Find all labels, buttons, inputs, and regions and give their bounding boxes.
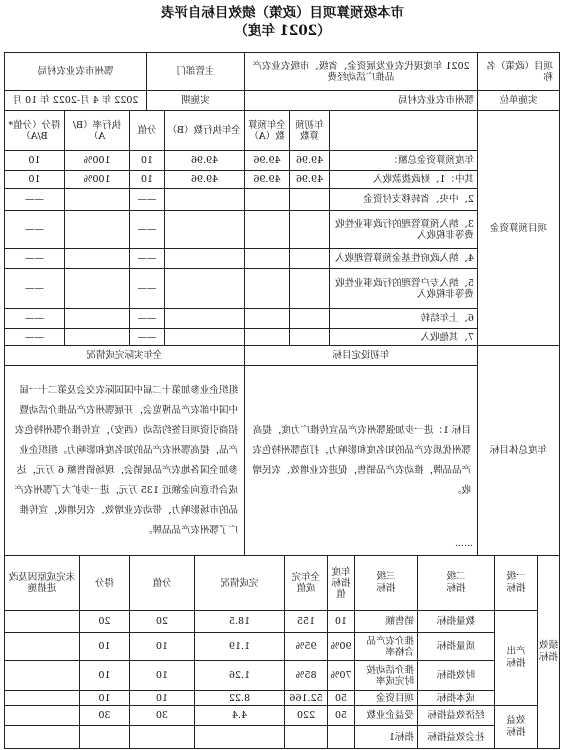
header-level3-text: 三级指标 bbox=[376, 571, 396, 594]
budget-row bbox=[5, 309, 560, 329]
level2-cell: 成本指标 bbox=[418, 691, 495, 706]
indicators-group-label bbox=[538, 556, 560, 749]
completion-cell: 4.4 bbox=[195, 706, 285, 726]
goals-content-row bbox=[5, 366, 560, 556]
score-cell: 30 bbox=[80, 706, 130, 726]
indicator-row bbox=[5, 726, 560, 749]
period-label: 实施期 bbox=[147, 91, 245, 111]
budget-row-label: 3、纳入预算管理的行政事业性收费等非税收入 bbox=[330, 211, 478, 249]
annual-budget-cell bbox=[245, 189, 290, 211]
budget-row-label: 5、纳入专户管理的行政事业性收费等非税收入 bbox=[330, 269, 478, 309]
indicator-row bbox=[5, 661, 560, 691]
indicator-row bbox=[5, 611, 560, 633]
budget-row bbox=[5, 329, 560, 346]
indicator-row bbox=[5, 706, 560, 726]
completion-cell: 18.5 bbox=[195, 611, 285, 633]
header-level2-text: 二级指标 bbox=[446, 571, 466, 594]
header-initial-budget: 年初预算数 bbox=[290, 111, 330, 151]
level1-output-text: 产出指标 bbox=[506, 646, 526, 669]
level3-cell: 指标1 bbox=[355, 726, 418, 749]
level2-cell: 质量指标 bbox=[418, 633, 495, 661]
annual-execution-cell bbox=[165, 269, 245, 309]
execution-rate-cell: 100% bbox=[65, 171, 130, 189]
score-cell: —— bbox=[5, 189, 65, 211]
budget-row-label: 7、其他收入 bbox=[330, 329, 478, 346]
actual-cell: 52.166 bbox=[285, 691, 328, 706]
score-cell: —— bbox=[5, 269, 65, 309]
header-level2 bbox=[418, 556, 495, 611]
weight-cell: —— bbox=[130, 329, 165, 346]
budget-row bbox=[5, 269, 560, 309]
level2-cell: 时效指标 bbox=[418, 661, 495, 691]
level3-cell: 推介农产品合格率 bbox=[355, 633, 418, 661]
weight-cell: 10 bbox=[130, 633, 195, 661]
actual-cell: 155 bbox=[285, 611, 328, 633]
budget-row bbox=[5, 171, 560, 189]
period-value: 2022 年 4 月-2022 年 10 月 bbox=[5, 91, 147, 111]
header-target-value: 年度指标值 bbox=[328, 556, 355, 611]
initial-budget-cell bbox=[290, 211, 330, 249]
weight-cell: —— bbox=[130, 309, 165, 329]
dept-label: 主管部门 bbox=[147, 53, 245, 91]
completion-cell: 8.22 bbox=[195, 691, 285, 706]
header-annual-execution: 全年执行数（B） bbox=[165, 111, 245, 151]
indicator-row bbox=[5, 633, 560, 661]
level2-cell: 社会效益指标 bbox=[418, 726, 495, 749]
indicators-table bbox=[4, 555, 560, 749]
budget-row-label: 4、纳入政府性基金预算管理收入 bbox=[330, 249, 478, 269]
reason-cell bbox=[5, 661, 80, 691]
header-execution-rate: 执行率（B/A） bbox=[65, 111, 130, 151]
goals-table bbox=[4, 345, 560, 556]
unit-value: 鄂州市农业农村局 bbox=[245, 91, 478, 111]
annual-execution-cell bbox=[165, 189, 245, 211]
budget-table bbox=[4, 110, 560, 346]
target-cell: 70% bbox=[328, 661, 355, 691]
weight-cell: 10 bbox=[130, 661, 195, 691]
header-score: 得分（分值*B/A） bbox=[5, 111, 65, 151]
weight-cell: —— bbox=[130, 249, 165, 269]
budget-header-row bbox=[5, 111, 560, 151]
score-cell: —— bbox=[5, 249, 65, 269]
reason-cell bbox=[5, 611, 80, 633]
header-weight: 分值 bbox=[130, 111, 165, 151]
reason-cell bbox=[5, 726, 80, 749]
weight-cell: 10 bbox=[130, 151, 165, 171]
completion-cell bbox=[195, 726, 285, 749]
header-annual-budget: 全年预算数（A） bbox=[245, 111, 290, 151]
project-info-table bbox=[4, 52, 560, 111]
header-reason: 未完成原因及改进措施 bbox=[5, 556, 80, 611]
execution-rate-cell bbox=[65, 189, 130, 211]
goals-group-label: 年度总体目标 bbox=[478, 346, 560, 556]
completion-cell: 1.19 bbox=[195, 633, 285, 661]
actual-cell: 220 bbox=[285, 706, 328, 726]
annual-execution-cell: 49.96 bbox=[165, 151, 245, 171]
reason-cell bbox=[5, 633, 80, 661]
completion-cell: 1.26 bbox=[195, 661, 285, 691]
annual-budget-cell bbox=[245, 309, 290, 329]
reason-cell bbox=[5, 691, 80, 706]
initial-budget-cell bbox=[290, 309, 330, 329]
initial-budget-cell: 49.96 bbox=[290, 151, 330, 171]
indicators-header-row bbox=[5, 556, 560, 611]
initial-budget-cell bbox=[290, 249, 330, 269]
budget-row-label: 6、上年结转 bbox=[330, 309, 478, 329]
weight-cell: —— bbox=[130, 189, 165, 211]
header-score: 得分 bbox=[80, 556, 130, 611]
target-cell: 90% bbox=[328, 633, 355, 661]
level3-cell: 销售额 bbox=[355, 611, 418, 633]
header-level3 bbox=[355, 556, 418, 611]
level3-cell: 项目资金 bbox=[355, 691, 418, 706]
annual-budget-cell bbox=[245, 211, 290, 249]
weight-cell: 10 bbox=[130, 691, 195, 706]
indicator-row bbox=[5, 691, 560, 706]
indicators-group-text: 绩效指标 bbox=[539, 640, 559, 663]
weight-cell: 10 bbox=[130, 171, 165, 189]
annual-execution-cell: 49.96 bbox=[165, 171, 245, 189]
budget-row-label: 其中：1、财政拨款收入 bbox=[330, 171, 478, 189]
annual-budget-cell: 49.96 bbox=[245, 171, 290, 189]
execution-rate-cell bbox=[65, 269, 130, 309]
execution-rate-cell bbox=[65, 329, 130, 346]
page-subtitle: （2021 年度） bbox=[234, 23, 331, 39]
header-weight: 分值 bbox=[130, 556, 195, 611]
project-row bbox=[5, 53, 560, 91]
weight-cell bbox=[130, 726, 195, 749]
weight-cell: 20 bbox=[130, 611, 195, 633]
planned-goal-text: 目标 1：进一步加强鄂州农产品宣传推广力度，提高鄂州优质农产品的知名度和影响力，打造鄂州特色农产品品牌，推动农产品销售，促进农业增效、农民增收。 bbox=[245, 366, 478, 556]
actual-cell: 85% bbox=[285, 661, 328, 691]
actual-result-header: 全年实际完成情况 bbox=[5, 346, 245, 366]
execution-rate-cell bbox=[65, 249, 130, 269]
initial-budget-cell bbox=[290, 189, 330, 211]
page-title: 市本级预算项目（政策）绩效目标自评表 bbox=[161, 5, 404, 21]
initial-budget-cell: 49.96 bbox=[290, 171, 330, 189]
annual-budget-cell bbox=[245, 269, 290, 309]
target-cell: 50 bbox=[328, 706, 355, 726]
score-cell: —— bbox=[5, 309, 65, 329]
annual-execution-cell bbox=[165, 309, 245, 329]
score-cell: 10 bbox=[5, 171, 65, 189]
annual-execution-cell bbox=[165, 211, 245, 249]
budget-row bbox=[5, 249, 560, 269]
score-cell: 10 bbox=[80, 633, 130, 661]
execution-rate-cell: 100% bbox=[65, 151, 130, 171]
actual-cell: 95% bbox=[285, 633, 328, 661]
unit-row bbox=[5, 91, 560, 111]
initial-budget-cell bbox=[290, 329, 330, 346]
level3-cell: 受益企业数 bbox=[355, 706, 418, 726]
actual-result-text: 组织企业参加第十二届中国国际农交会及第二十一届中国中部农产品博览会，开展鄂州农产品推介活动暨招商引资项目签约活动（西安），宣传推介鄂州特色农产品，提高鄂州农产品的知名度和影响力。组织企业参加全国各地农产品展销会，现场销售额 6 万元，达成合作意向金额近 135 万元，进一步扩大了鄂州农产品的市场影响力，带动农业增效、农民增收，宣传推广了鄂州农产品品牌。 bbox=[5, 366, 245, 556]
annual-execution-cell bbox=[165, 329, 245, 346]
dept-value: 鄂州市农业农村局 bbox=[5, 53, 147, 91]
level1-output bbox=[495, 611, 538, 706]
weight-cell: 30 bbox=[130, 706, 195, 726]
budget-row bbox=[5, 151, 560, 171]
annual-execution-cell bbox=[165, 249, 245, 269]
budget-row bbox=[5, 189, 560, 211]
reason-cell bbox=[5, 706, 80, 726]
annual-budget-cell bbox=[245, 249, 290, 269]
budget-row bbox=[5, 211, 560, 249]
execution-rate-cell bbox=[65, 211, 130, 249]
header-level1 bbox=[495, 556, 538, 611]
project-label: 项目（政策）名称 bbox=[478, 53, 560, 91]
level1-benefit-text: 效益指标 bbox=[506, 715, 526, 738]
level3-cell: 推介活动按时完成率 bbox=[355, 661, 418, 691]
level1-benefit bbox=[495, 706, 538, 749]
planned-goal-header: 年初设定目标 bbox=[245, 346, 478, 366]
target-cell bbox=[328, 726, 355, 749]
budget-group-label: 项目预算资金 bbox=[478, 111, 560, 346]
unit-label: 实施单位 bbox=[478, 91, 560, 111]
score-cell: —— bbox=[5, 329, 65, 346]
score-cell: 10 bbox=[80, 661, 130, 691]
header-completion: 完成情况 bbox=[195, 556, 285, 611]
score-cell: —— bbox=[5, 211, 65, 249]
target-cell: 10 bbox=[328, 611, 355, 633]
score-cell bbox=[80, 726, 130, 749]
annual-budget-cell bbox=[245, 329, 290, 346]
weight-cell: —— bbox=[130, 269, 165, 309]
level2-cell: 经济效益指标 bbox=[418, 706, 495, 726]
budget-row-label: 年度预算资金总额： bbox=[330, 151, 478, 171]
header-actual-value: 全年完成值 bbox=[285, 556, 328, 611]
annual-budget-cell: 49.96 bbox=[245, 151, 290, 171]
target-cell: 50 bbox=[328, 691, 355, 706]
score-cell: 10 bbox=[80, 691, 130, 706]
initial-budget-cell bbox=[290, 269, 330, 309]
score-cell: 10 bbox=[5, 151, 65, 171]
level2-cell: 数量指标 bbox=[418, 611, 495, 633]
ellipsis-mark: …… bbox=[455, 539, 473, 549]
budget-header-blank bbox=[330, 111, 478, 151]
header-level1-text: 一级指标 bbox=[506, 571, 526, 594]
score-cell: 20 bbox=[80, 611, 130, 633]
goals-header-row bbox=[5, 346, 560, 366]
budget-row-label: 2、中央、省转移支付资金 bbox=[330, 189, 478, 211]
actual-cell bbox=[285, 726, 328, 749]
execution-rate-cell bbox=[65, 309, 130, 329]
project-name: 2021 年度现代农业发展资金、省级、市级农业农产品推广活动经费 bbox=[245, 53, 478, 91]
weight-cell: —— bbox=[130, 211, 165, 249]
